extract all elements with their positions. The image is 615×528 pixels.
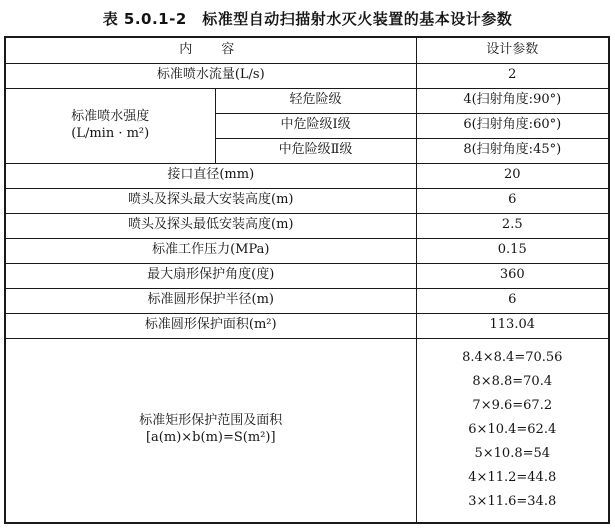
row-label: 最大扇形保护角度(度): [5, 263, 416, 288]
header-content: 内 容: [5, 37, 416, 63]
table-row: [5, 338, 609, 523]
rect-value: 8.4×8.4=70.56: [462, 350, 563, 366]
hazard-level: 中危险级Ⅱ级: [215, 138, 416, 163]
table-row: [5, 313, 609, 338]
rect-label-line1: 标准矩形保护范围及面积: [139, 413, 283, 429]
row-label: 接口直径(mm): [5, 163, 416, 188]
row-value: 20: [416, 163, 609, 188]
rect-value: 8×8.8=70.4: [472, 374, 553, 390]
rect-value: 7×9.6=67.2: [472, 398, 553, 414]
table-row: [5, 63, 609, 88]
row-value: 360: [416, 263, 609, 288]
hazard-level: 轻危险级: [215, 88, 416, 113]
table-row: [5, 263, 609, 288]
rect-value: 4×11.2=44.8: [468, 470, 557, 486]
table-row: [5, 238, 609, 263]
row-value: 6: [416, 288, 609, 313]
table-row: [5, 213, 609, 238]
table-header-row: [5, 37, 609, 63]
row-label: 喷头及探头最低安装高度(m): [5, 213, 416, 238]
table-title: 表 5.0.1-2 标准型自动扫描射水灭火装置的基本设计参数: [102, 10, 513, 28]
rect-label: [5, 338, 416, 523]
row-value: 113.04: [416, 313, 609, 338]
hazard-value: 4(扫射角度:90°): [416, 88, 609, 113]
intensity-label-line1: 标准喷水强度: [71, 108, 150, 124]
hazard-value: 6(扫射角度:60°): [416, 113, 609, 138]
intensity-label-line2: (L/min · m²): [71, 125, 150, 141]
row-label: 标准喷水流量(L/s): [5, 63, 416, 88]
row-label: 标准圆形保护面积(m²): [5, 313, 416, 338]
row-value: 2: [416, 63, 609, 88]
row-value: 2.5: [416, 213, 609, 238]
design-parameters-table: [4, 36, 610, 524]
header-params: 设计参数: [416, 37, 609, 63]
rect-value: 6×10.4=62.4: [468, 422, 557, 438]
row-label: 标准圆形保护半径(m): [5, 288, 416, 313]
row-value: 0.15: [416, 238, 609, 263]
rect-label-line2: [a(m)×b(m)=S(m²)]: [145, 430, 276, 446]
rect-values: [416, 338, 609, 523]
intensity-label: [5, 88, 215, 163]
rect-value: 3×11.6=34.8: [468, 494, 557, 510]
rect-value: 5×10.8=54: [474, 446, 551, 462]
row-value: 6: [416, 188, 609, 213]
hazard-level: 中危险级Ⅰ级: [215, 113, 416, 138]
row-label: 喷头及探头最大安装高度(m): [5, 188, 416, 213]
row-label: 标准工作压力(MPa): [5, 238, 416, 263]
table-row: [5, 288, 609, 313]
table-row: [5, 188, 609, 213]
table-row: [5, 163, 609, 188]
hazard-value: 8(扫射角度:45°): [416, 138, 609, 163]
table-row: [5, 88, 609, 113]
